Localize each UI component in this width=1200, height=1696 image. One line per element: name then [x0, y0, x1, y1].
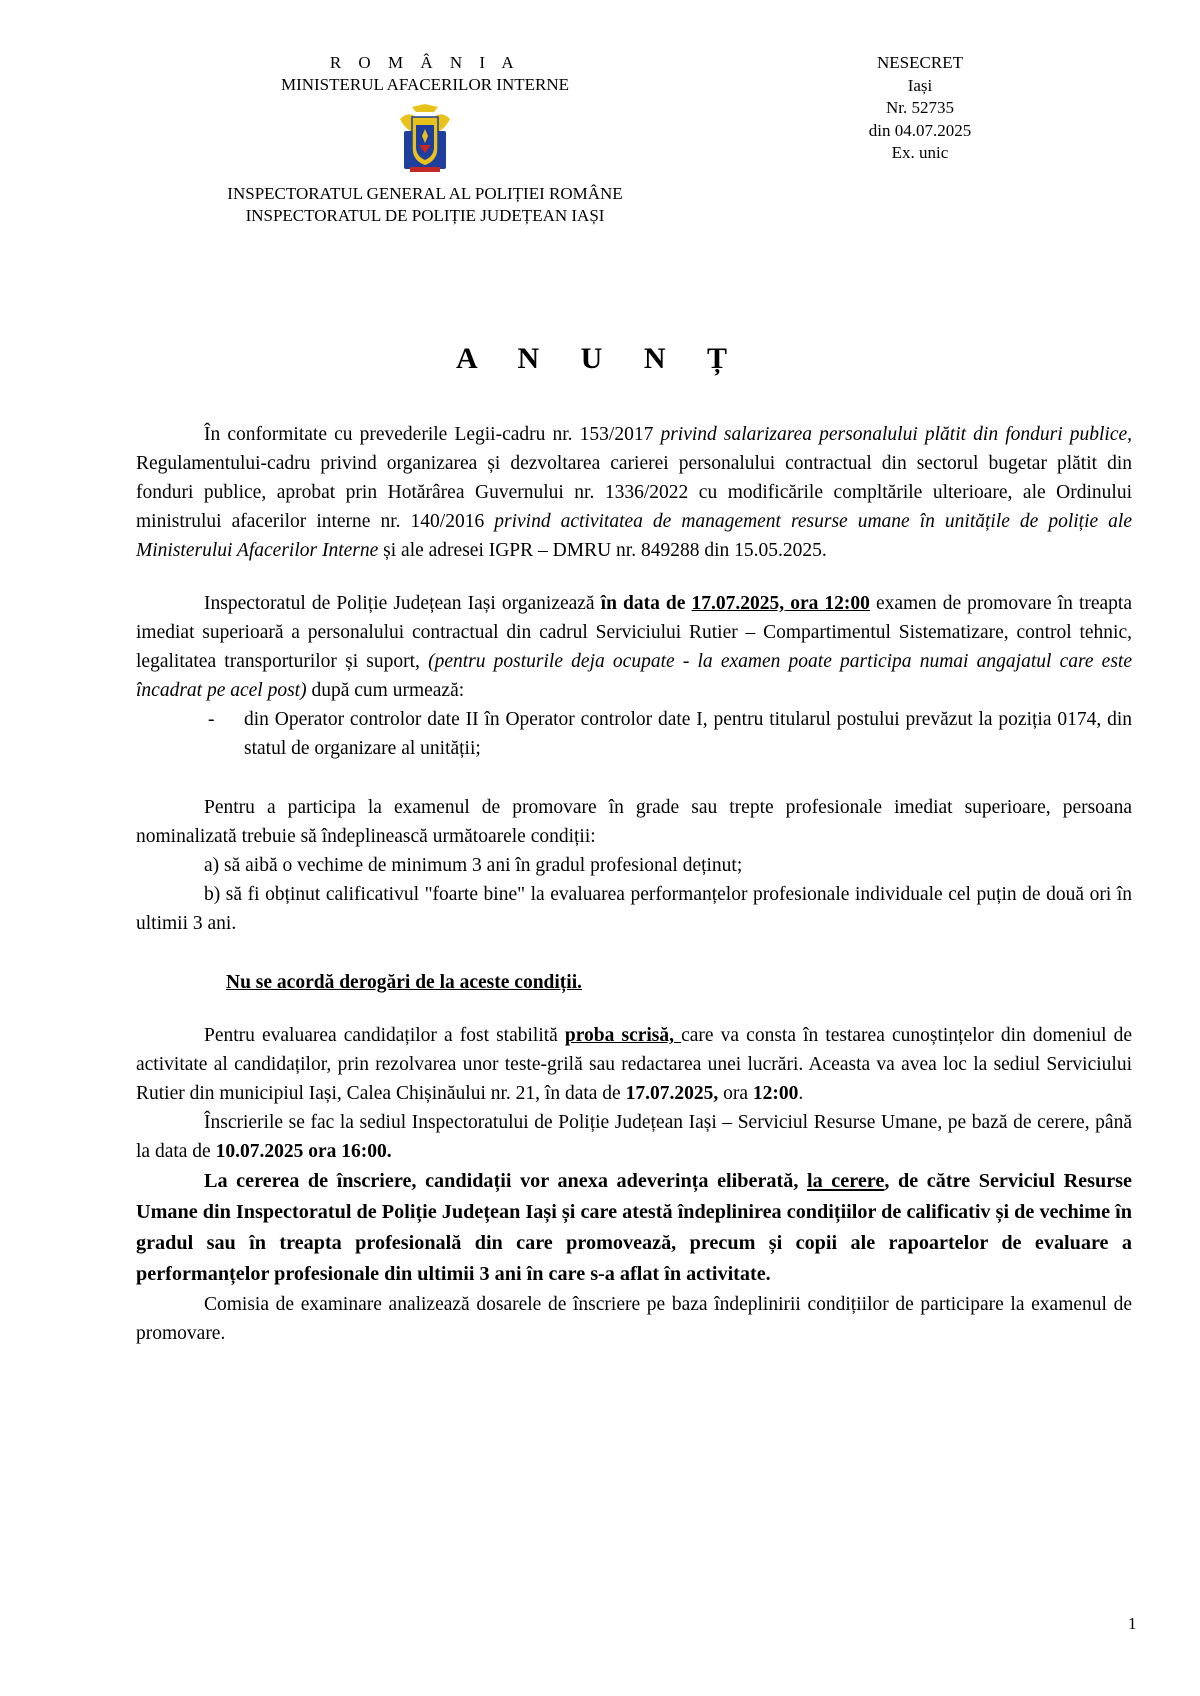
required-documents-paragraph: La cererea de înscriere, candidații vor anexa adeverința eliberată, la cerere, de către Serviciul Resurse Umane din Inspectoratul de Poliție Județean Iași și care atestă îndeplinirea condițiilor de calificativ și de vechime în gradul sau în treapta profesională din care promovează, precum și copii ale rapoartelor de evaluare a performanțelor profesionale din ultimii 3 ani în care s-a aflat în activitate.	[136, 1170, 1132, 1285]
city-label: Iași	[907, 75, 933, 95]
coat-of-arms-icon	[398, 103, 452, 175]
position-list-item: - din Operator controlor date II în Operator controlor date I, pentru titularul postului prevăzut la poziția 0174, din statul de organizare al unității;	[208, 709, 1132, 759]
condition-a: a) să aibă o vechime de minimum 3 ani în gradul profesional deținut;	[204, 855, 743, 876]
page-number: 1	[1128, 1614, 1137, 1633]
no-derogation-notice: Nu se acordă derogări de la aceste condiții.	[226, 972, 583, 993]
country-name: R O M Â N I A	[329, 53, 521, 72]
registration-number: Nr. 52735	[886, 98, 954, 118]
commission-paragraph: Comisia de examinare analizează dosarele de înscriere pe baza îndeplinirii condițiilor de participare la examenul de promovare.	[136, 1294, 1132, 1344]
written-test-paragraph: Pentru evaluarea candidaților a fost stabilită proba scrisă, care va consta în testarea cunoștințelor din domeniul de activitate al candidaților, prin rezolvarea unor teste-grilă sau redactarea unei lucrări. Aceasta va avea loc la sediul Serviciului Rutier din municipiul Iași, Calea Chișinăului nr. 21, în data de 17.07.2025, ora 12:00.	[136, 1025, 1133, 1104]
document-body	[136, 420, 1132, 1348]
issuer-block	[180, 52, 670, 227]
document-title: A N U N Ț	[455, 342, 744, 375]
inspectorate-county: INSPECTORATUL DE POLIȚIE JUDEȚEAN IAȘI	[245, 206, 605, 225]
ministry-name: MINISTERUL AFACERILOR INTERNE	[280, 75, 570, 94]
registration-paragraph: Înscrierile se fac la sediul Inspectoratului de Poliție Județean Iași – Serviciul Resurse Umane, pe bază de cerere, până la data de 10.07.2025 ora 16:00.	[136, 1112, 1132, 1162]
exam-announcement-paragraph: Inspectoratul de Poliție Județean Iași organizează în data de 17.07.2025, ora 12:00 examen de promovare în treapta imediat superioară a personalului contractual din cadrul Serviciului Rutier – Compartimentul Sistematizare, control tehnic, legalitatea transporturilor și suport, (pentru posturile deja ocupate - la examen poate participa numai angajatul care este încadrat pe acel post) după cum urmează:	[136, 593, 1132, 701]
registration-block	[860, 52, 980, 165]
copy-label: Ex. unic	[891, 143, 949, 163]
condition-b: b) să fi obținut calificativul "foarte bine" la evaluarea performanțelor profesionale individuale cel puțin de două ori în ultimii 3 ani.	[136, 884, 1132, 934]
registration-date: din 04.07.2025	[868, 120, 972, 140]
eligibility-paragraph: Pentru a participa la examenul de promovare în grade sau trepte profesionale imediat superioare, persoana nominalizată trebuie să îndeplinească următoarele condiții:	[136, 797, 1132, 847]
inspectorate-general: INSPECTORATUL GENERAL AL POLIȚIEI ROMÂNE	[227, 184, 623, 203]
legal-basis-paragraph: În conformitate cu prevederile Legii-cadru nr. 153/2017 privind salarizarea personalului plătit din fonduri publice, Regulamentului-cadru privind organizarea și dezvoltarea carierei personalului contractual din sectorul bugetar plătit din fonduri publice, aprobat prin Hotărârea Guvernului nr. 1336/2022 cu modificările compltările ulterioare, ale Ordinului ministrului afacerilor interne nr. 140/2016 privind activitatea de management resurse umane în unitățile de poliție ale Ministerului Afacerilor Interne și ale adresei IGPR – DMRU nr. 849288 din 15.05.2025.	[136, 424, 1133, 561]
classification-label: NESECRET	[877, 53, 963, 72]
